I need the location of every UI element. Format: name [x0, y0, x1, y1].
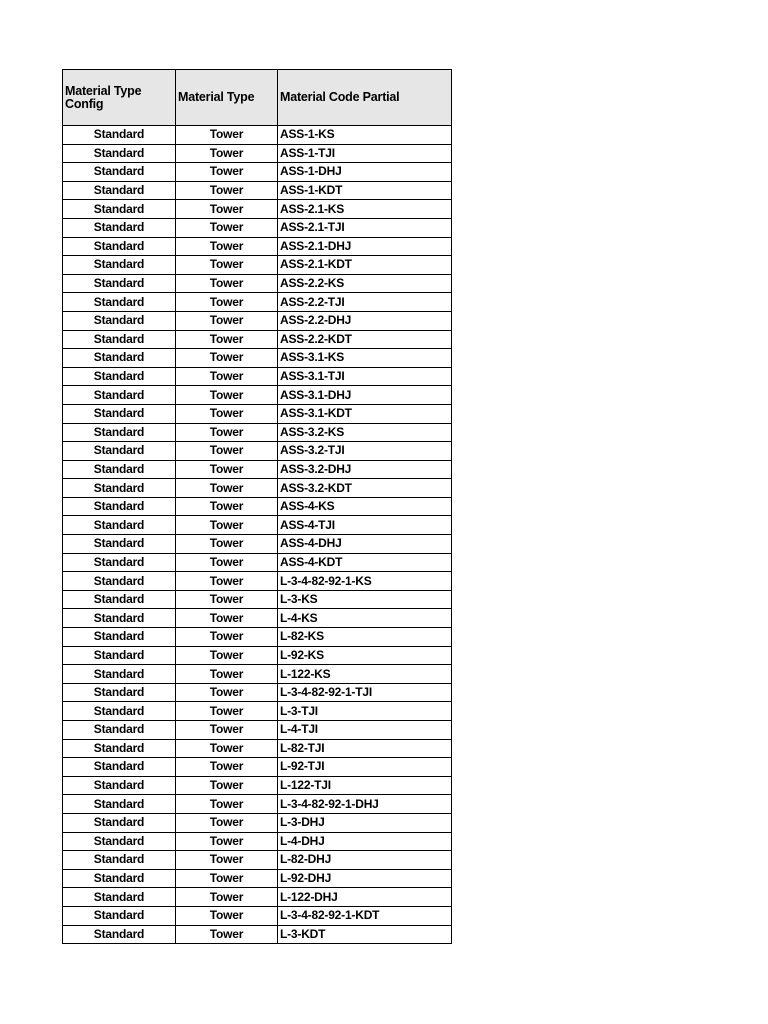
cell-material-type: Tower	[176, 646, 278, 665]
cell-material-code-partial: L-3-4-82-92-1-DHJ	[278, 795, 452, 814]
cell-material-type: Tower	[176, 181, 278, 200]
cell-material-type-config: Standard	[63, 181, 176, 200]
cell-material-type-config: Standard	[63, 758, 176, 777]
cell-material-code-partial: L-3-4-82-92-1-KS	[278, 572, 452, 591]
cell-material-code-partial: L-3-KS	[278, 590, 452, 609]
header-material-type: Material Type	[176, 70, 278, 126]
table-row	[63, 535, 452, 554]
cell-material-type: Tower	[176, 218, 278, 237]
cell-material-type-config: Standard	[63, 479, 176, 498]
table-row	[63, 460, 452, 479]
cell-material-type-config: Standard	[63, 609, 176, 628]
table-row	[63, 497, 452, 516]
cell-material-code-partial: ASS-1-DHJ	[278, 163, 452, 182]
cell-material-type-config: Standard	[63, 925, 176, 944]
header-material-code-partial: Material Code Partial	[278, 70, 452, 126]
cell-material-code-partial: ASS-2.2-KS	[278, 274, 452, 293]
cell-material-type-config: Standard	[63, 869, 176, 888]
cell-material-type: Tower	[176, 200, 278, 219]
cell-material-type-config: Standard	[63, 144, 176, 163]
cell-material-type: Tower	[176, 702, 278, 721]
cell-material-type: Tower	[176, 126, 278, 145]
cell-material-code-partial: ASS-4-DHJ	[278, 535, 452, 554]
cell-material-type-config: Standard	[63, 702, 176, 721]
cell-material-type-config: Standard	[63, 274, 176, 293]
cell-material-code-partial: L-92-DHJ	[278, 869, 452, 888]
cell-material-code-partial: ASS-2.1-DHJ	[278, 237, 452, 256]
table-row	[63, 181, 452, 200]
cell-material-type: Tower	[176, 590, 278, 609]
table-row	[63, 311, 452, 330]
table-row	[63, 739, 452, 758]
table-row	[63, 925, 452, 944]
cell-material-type-config: Standard	[63, 460, 176, 479]
table-row	[63, 646, 452, 665]
cell-material-code-partial: ASS-3.2-DHJ	[278, 460, 452, 479]
table-row	[63, 274, 452, 293]
cell-material-type: Tower	[176, 256, 278, 275]
table-row	[63, 293, 452, 312]
table-row	[63, 256, 452, 275]
cell-material-type: Tower	[176, 665, 278, 684]
cell-material-code-partial: L-3-KDT	[278, 925, 452, 944]
table-row	[63, 665, 452, 684]
table-row	[63, 367, 452, 386]
cell-material-type-config: Standard	[63, 776, 176, 795]
cell-material-type-config: Standard	[63, 200, 176, 219]
cell-material-code-partial: L-82-DHJ	[278, 851, 452, 870]
table-row	[63, 776, 452, 795]
cell-material-type-config: Standard	[63, 590, 176, 609]
cell-material-code-partial: ASS-3.1-KS	[278, 349, 452, 368]
table-row	[63, 832, 452, 851]
table-row	[63, 404, 452, 423]
table-row	[63, 144, 452, 163]
cell-material-type: Tower	[176, 572, 278, 591]
cell-material-type: Tower	[176, 553, 278, 572]
table-row	[63, 888, 452, 907]
table-row	[63, 795, 452, 814]
cell-material-code-partial: ASS-2.1-KS	[278, 200, 452, 219]
cell-material-type-config: Standard	[63, 665, 176, 684]
header-material-type-config: Material Type Config	[63, 70, 176, 126]
cell-material-type-config: Standard	[63, 683, 176, 702]
cell-material-type-config: Standard	[63, 349, 176, 368]
cell-material-type: Tower	[176, 349, 278, 368]
table-row	[63, 218, 452, 237]
cell-material-code-partial: ASS-2.1-TJI	[278, 218, 452, 237]
cell-material-code-partial: L-92-KS	[278, 646, 452, 665]
cell-material-type-config: Standard	[63, 888, 176, 907]
cell-material-type-config: Standard	[63, 330, 176, 349]
cell-material-type: Tower	[176, 311, 278, 330]
cell-material-code-partial: L-4-DHJ	[278, 832, 452, 851]
cell-material-code-partial: L-82-TJI	[278, 739, 452, 758]
cell-material-code-partial: ASS-2.2-DHJ	[278, 311, 452, 330]
cell-material-type: Tower	[176, 386, 278, 405]
table-row	[63, 349, 452, 368]
cell-material-type: Tower	[176, 516, 278, 535]
table-row	[63, 330, 452, 349]
cell-material-code-partial: L-122-DHJ	[278, 888, 452, 907]
cell-material-code-partial: L-4-TJI	[278, 721, 452, 740]
cell-material-type: Tower	[176, 776, 278, 795]
cell-material-code-partial: L-122-TJI	[278, 776, 452, 795]
cell-material-type: Tower	[176, 869, 278, 888]
cell-material-type-config: Standard	[63, 906, 176, 925]
cell-material-code-partial: ASS-3.1-KDT	[278, 404, 452, 423]
cell-material-type-config: Standard	[63, 442, 176, 461]
cell-material-type-config: Standard	[63, 813, 176, 832]
cell-material-type: Tower	[176, 888, 278, 907]
table-row	[63, 683, 452, 702]
cell-material-code-partial: L-82-KS	[278, 628, 452, 647]
table-row	[63, 163, 452, 182]
table-row	[63, 386, 452, 405]
cell-material-type-config: Standard	[63, 163, 176, 182]
cell-material-type-config: Standard	[63, 311, 176, 330]
table-row	[63, 553, 452, 572]
table-row	[63, 906, 452, 925]
cell-material-code-partial: ASS-4-KDT	[278, 553, 452, 572]
table-row	[63, 479, 452, 498]
cell-material-type-config: Standard	[63, 516, 176, 535]
cell-material-code-partial: ASS-4-TJI	[278, 516, 452, 535]
cell-material-type: Tower	[176, 479, 278, 498]
cell-material-type: Tower	[176, 404, 278, 423]
cell-material-type-config: Standard	[63, 237, 176, 256]
cell-material-code-partial: ASS-1-KDT	[278, 181, 452, 200]
cell-material-type: Tower	[176, 906, 278, 925]
table-row	[63, 813, 452, 832]
table-row	[63, 423, 452, 442]
cell-material-code-partial: ASS-3.2-KS	[278, 423, 452, 442]
cell-material-type-config: Standard	[63, 739, 176, 758]
cell-material-code-partial: L-3-DHJ	[278, 813, 452, 832]
cell-material-type-config: Standard	[63, 646, 176, 665]
table-row	[63, 516, 452, 535]
cell-material-type: Tower	[176, 758, 278, 777]
cell-material-type: Tower	[176, 813, 278, 832]
table-row	[63, 200, 452, 219]
cell-material-type-config: Standard	[63, 293, 176, 312]
table-row	[63, 721, 452, 740]
cell-material-type: Tower	[176, 795, 278, 814]
cell-material-code-partial: ASS-4-KS	[278, 497, 452, 516]
table-row	[63, 442, 452, 461]
cell-material-type-config: Standard	[63, 851, 176, 870]
table-row	[63, 702, 452, 721]
cell-material-code-partial: L-3-4-82-92-1-TJI	[278, 683, 452, 702]
table-row	[63, 609, 452, 628]
cell-material-type-config: Standard	[63, 404, 176, 423]
header-row	[63, 70, 452, 126]
cell-material-type: Tower	[176, 163, 278, 182]
cell-material-type: Tower	[176, 851, 278, 870]
table-row	[63, 590, 452, 609]
cell-material-code-partial: ASS-3.2-KDT	[278, 479, 452, 498]
table-row	[63, 758, 452, 777]
table-body	[63, 126, 452, 944]
cell-material-type: Tower	[176, 683, 278, 702]
cell-material-type-config: Standard	[63, 256, 176, 275]
material-table	[62, 69, 452, 944]
cell-material-type: Tower	[176, 497, 278, 516]
cell-material-type: Tower	[176, 144, 278, 163]
cell-material-type-config: Standard	[63, 721, 176, 740]
cell-material-code-partial: L-122-KS	[278, 665, 452, 684]
cell-material-type: Tower	[176, 460, 278, 479]
cell-material-code-partial: ASS-2.2-TJI	[278, 293, 452, 312]
cell-material-code-partial: L-3-TJI	[278, 702, 452, 721]
cell-material-code-partial: ASS-3.1-DHJ	[278, 386, 452, 405]
cell-material-type-config: Standard	[63, 832, 176, 851]
cell-material-type-config: Standard	[63, 628, 176, 647]
cell-material-code-partial: L-4-KS	[278, 609, 452, 628]
cell-material-type: Tower	[176, 423, 278, 442]
cell-material-code-partial: L-92-TJI	[278, 758, 452, 777]
cell-material-type: Tower	[176, 721, 278, 740]
cell-material-code-partial: ASS-3.2-TJI	[278, 442, 452, 461]
table-row	[63, 126, 452, 145]
cell-material-type: Tower	[176, 442, 278, 461]
cell-material-type: Tower	[176, 739, 278, 758]
table-row	[63, 869, 452, 888]
cell-material-type-config: Standard	[63, 795, 176, 814]
cell-material-type-config: Standard	[63, 497, 176, 516]
cell-material-type: Tower	[176, 367, 278, 386]
cell-material-type: Tower	[176, 535, 278, 554]
cell-material-code-partial: ASS-1-TJI	[278, 144, 452, 163]
cell-material-type-config: Standard	[63, 386, 176, 405]
cell-material-code-partial: ASS-2.1-KDT	[278, 256, 452, 275]
cell-material-code-partial: ASS-1-KS	[278, 126, 452, 145]
table-row	[63, 851, 452, 870]
cell-material-type-config: Standard	[63, 535, 176, 554]
cell-material-type: Tower	[176, 237, 278, 256]
cell-material-code-partial: ASS-3.1-TJI	[278, 367, 452, 386]
cell-material-type-config: Standard	[63, 572, 176, 591]
cell-material-type-config: Standard	[63, 126, 176, 145]
cell-material-type: Tower	[176, 628, 278, 647]
cell-material-type-config: Standard	[63, 367, 176, 386]
cell-material-code-partial: L-3-4-82-92-1-KDT	[278, 906, 452, 925]
cell-material-type: Tower	[176, 330, 278, 349]
table-row	[63, 237, 452, 256]
cell-material-type: Tower	[176, 832, 278, 851]
cell-material-type-config: Standard	[63, 553, 176, 572]
table-row	[63, 628, 452, 647]
cell-material-type: Tower	[176, 925, 278, 944]
cell-material-type: Tower	[176, 293, 278, 312]
cell-material-type: Tower	[176, 609, 278, 628]
cell-material-type-config: Standard	[63, 218, 176, 237]
cell-material-type: Tower	[176, 274, 278, 293]
cell-material-type-config: Standard	[63, 423, 176, 442]
table-header	[63, 70, 452, 126]
cell-material-code-partial: ASS-2.2-KDT	[278, 330, 452, 349]
table-row	[63, 572, 452, 591]
